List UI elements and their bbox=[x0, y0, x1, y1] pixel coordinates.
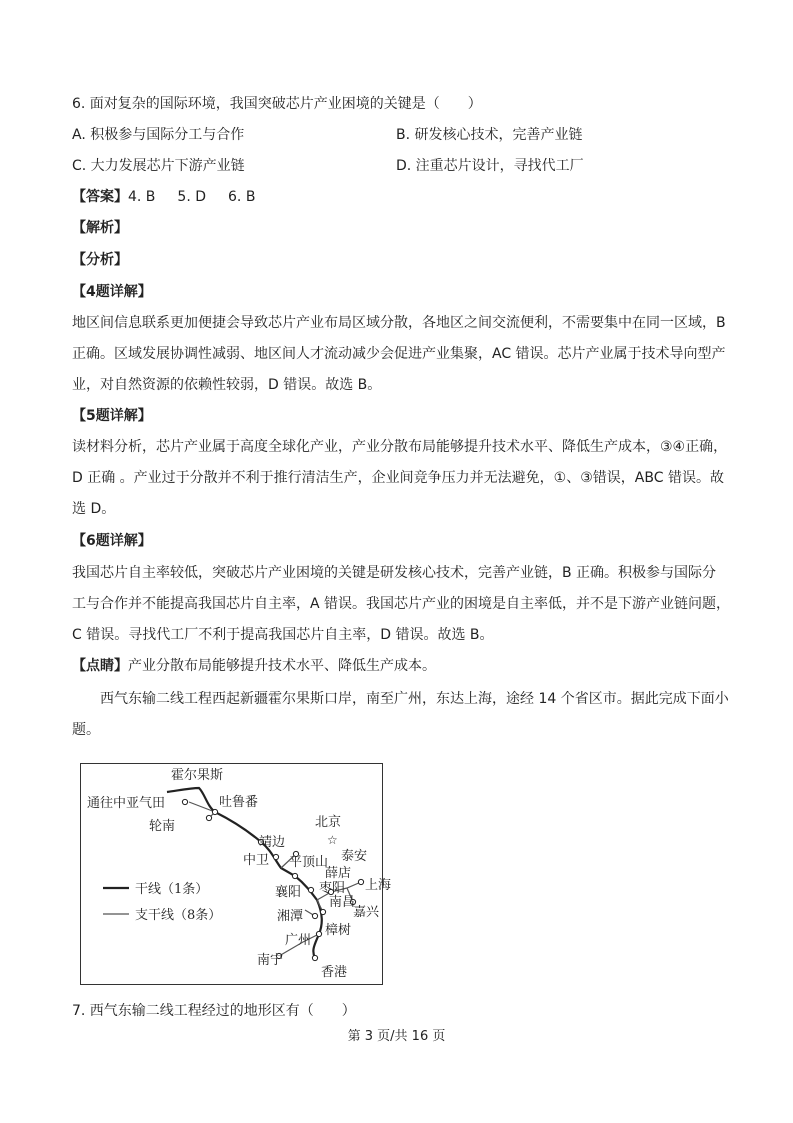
detail-6-heading: 【6题详解】 bbox=[72, 533, 152, 549]
city-node-zaoyang bbox=[308, 887, 313, 892]
legend-main-label: 干线（1条） bbox=[135, 882, 209, 897]
detail-5-heading: 【5题详解】 bbox=[72, 408, 152, 424]
map-label-zhongwei: 中卫 bbox=[243, 853, 270, 868]
passage-line: 西气东输二线工程西起新疆霍尔果斯口岸，南至广州，东达上海，途经 14 个省区市。据此完成下面小 bbox=[100, 691, 729, 707]
answer-line bbox=[72, 187, 255, 207]
city-node-zhongya bbox=[182, 799, 187, 804]
detail-5-line: 读材料分析，芯片产业属于高度全球化产业，产业分散布局能够提升技术水平、降低生产成本，③④正确， bbox=[72, 439, 728, 455]
city-node-xiangtan bbox=[312, 913, 317, 918]
map-label-huoerguosi: 霍尔果斯 bbox=[171, 768, 224, 783]
q6-option-c: C. 大力发展芯片下游产业链 bbox=[72, 158, 245, 174]
detail-4-heading: 【4题详解】 bbox=[72, 284, 152, 300]
q6-option-b: B. 研发核心技术，完善产业链 bbox=[396, 127, 583, 143]
city-node-xianggang bbox=[312, 955, 317, 960]
map-label-tulufan: 吐鲁番 bbox=[219, 795, 259, 810]
map-label-pingdingshan: 平顶山 bbox=[289, 855, 329, 870]
detail-5-line: 选 D。 bbox=[72, 501, 116, 517]
answer-4: 4. B bbox=[128, 189, 156, 205]
map-label-taian: 泰安 bbox=[341, 849, 368, 864]
city-node-lunnan bbox=[206, 815, 211, 820]
map-label-zaoyang: 枣阳 bbox=[319, 881, 346, 896]
city-node-tulufan bbox=[212, 809, 217, 814]
map-label-lunnan: 轮南 bbox=[149, 819, 176, 834]
map-label-xianggang: 香港 bbox=[321, 965, 348, 980]
detail-4-line: 地区间信息联系更加便捷会导致芯片产业布局区域分散，各地区之间交流便利，不需要集中在同一区域，B bbox=[72, 315, 726, 331]
detail-4-line: 业，对自然资源的依赖性较弱，D 错误。故选 B。 bbox=[72, 377, 382, 393]
map-label-nanning: 南宁 bbox=[257, 953, 284, 968]
answer-5: 5. D bbox=[177, 189, 207, 205]
map-label-guangzhou: 广州 bbox=[285, 933, 312, 948]
map-label-jingbian: 靖边 bbox=[259, 835, 286, 850]
pipeline-map bbox=[80, 763, 392, 985]
page-footer: 第 3 页/共 16 页 bbox=[347, 1029, 446, 1044]
analysis-heading: 【解析】 bbox=[72, 220, 128, 236]
detail-4-line: 正确。区域发展协调性减弱、地区间人才流动减少会促进产业集聚，AC 错误。芯片产业属于技术导向型产 bbox=[72, 346, 726, 362]
city-node-pingdingshan bbox=[292, 873, 297, 878]
map-label-shanghai: 上海 bbox=[365, 878, 392, 893]
answer-6: 6. B bbox=[228, 189, 256, 205]
map-label-nanchang: 南昌 bbox=[329, 895, 356, 910]
capital-star-icon: ☆ bbox=[327, 833, 338, 847]
q6-stem: 6. 面对复杂的国际环境，我国突破芯片产业困境的关键是（ ） bbox=[72, 96, 482, 112]
city-node-guangzhou bbox=[316, 931, 321, 936]
detail-6-line: 工与合作并不能提高我国芯片自主率，A 错误。我国芯片产业的困境是自主率低，并不是下游产业链问题， bbox=[72, 596, 731, 612]
dianjing-line bbox=[72, 656, 436, 676]
fenxi-heading: 【分析】 bbox=[72, 252, 128, 268]
map-label-xiangyang: 襄阳 bbox=[275, 885, 302, 900]
city-node-jingbian bbox=[273, 854, 278, 859]
q6-option-a: A. 积极参与国际分工与合作 bbox=[72, 127, 245, 143]
map-label-beijing: 北京 bbox=[315, 815, 342, 830]
detail-6-line: 我国芯片自主率较低，突破芯片产业困境的关键是研发核心技术，完善产业链，B 正确。积极参与国际分 bbox=[72, 565, 717, 581]
map-label-zhongya: 通往中亚气田 bbox=[87, 796, 166, 811]
q6-option-d: D. 注重芯片设计，寻找代工厂 bbox=[396, 158, 584, 174]
dianjing-text: 产业分散布局能够提升技术水平、降低生产成本。 bbox=[128, 658, 436, 674]
city-node-zhangshu bbox=[320, 909, 325, 914]
legend-branch-label: 支干线（8条） bbox=[135, 908, 222, 923]
detail-6-line: C 错误。寻找代工厂不利于提高我国芯片自主率，D 错误。故选 B。 bbox=[72, 627, 494, 643]
city-node-shanghai bbox=[358, 879, 363, 884]
q7-stem: 7. 西气东输二线工程经过的地形区有（ ） bbox=[72, 1003, 356, 1019]
map-label-zhangshu: 樟树 bbox=[325, 923, 352, 938]
pipeline-map-svg bbox=[81, 764, 392, 983]
map-label-jiaxing: 嘉兴 bbox=[353, 905, 380, 920]
map-label-xiangtan: 湘潭 bbox=[277, 909, 304, 924]
detail-5-line: D 正确 。产业过于分散并不利于推行清洁生产，企业间竞争压力并无法避免，①、③错误，ABC 错误。故 bbox=[72, 470, 724, 486]
answer-tag: 【答案】 bbox=[72, 189, 128, 205]
dianjing-tag: 【点睛】 bbox=[72, 658, 128, 674]
passage-line: 题。 bbox=[72, 722, 100, 738]
map-label-xuedian: 薛店 bbox=[325, 866, 352, 881]
